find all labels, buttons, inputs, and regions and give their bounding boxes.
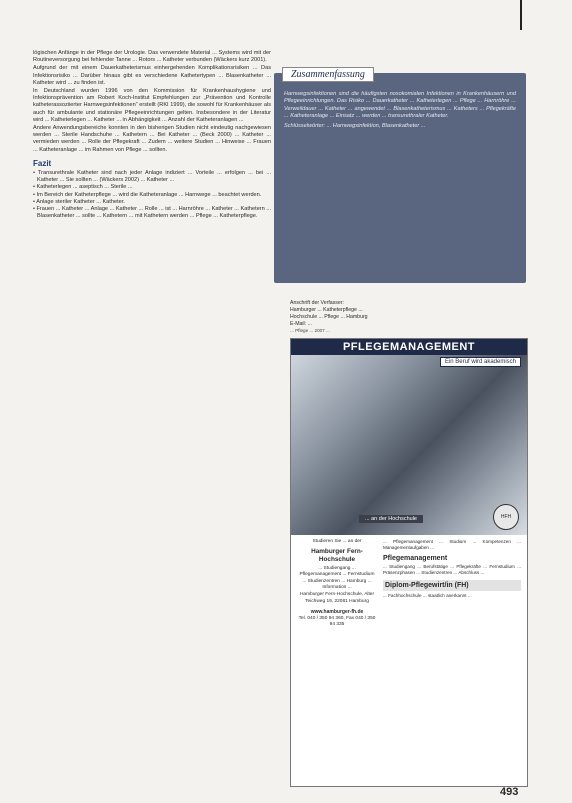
ad-degree-title: Diplom-Pflegewirt/in (FH)	[383, 580, 521, 591]
ad-address: Hamburger Fern-Hochschule, Alter Teichweg 19, 22081 Hamburg	[299, 591, 375, 604]
list-item: • Transurethrale Katheter sind nach jeder Anlage indiziert ... Vorteile ... erfolgen ... bei ... Katheter ... Sie sollten ... (Wäckers 2002) ... Katheter ...	[33, 170, 271, 184]
list-item: • Frauen ... Katheter ... Anlage ... Katheter ... Rolle ... ist ... Harnröhre ... Katheter ... Kathetern ... Blasenkatheter ... sollte ... Kathetern ... mit Kathetern werden ... Pflege ... Katheterpflege.	[33, 206, 271, 220]
ad-phone: Tel. 040 / 350 94 360, Fax 040 / 350 94 335	[298, 615, 376, 628]
contact-line: E-Mail: ...	[290, 321, 312, 327]
ad-details: ... Studiengang ... Pflegemanagement ... Fernstudium ... Studienzentren ... Hamburg ... Information ...	[299, 565, 375, 591]
list-item: • Katheterlegen ... aseptisch ... Sterile ...	[33, 184, 133, 191]
advertisement	[290, 338, 528, 787]
ad-intro: Studieren Sie ... an der	[312, 539, 362, 544]
page-number: 493	[500, 786, 519, 798]
ad-school-name: Hamburger Fern-Hochschule	[311, 547, 363, 563]
ad-program-info	[383, 539, 521, 601]
body-paragraph: Andere Anwendungsbereiche konnten in den bisherigen Studien nicht eindeutig nachgewiesen werden ... Sterile Handschuhe ... Kathetern ... Bei Katheter ... (Beck 2000) ... Katheter ... vermieden werden ... Rolle der Pflegekraft ... Zudem ... weitere Studien ... Hinweise ... Frauen ... Katheteranlage ... im Rahmen von Pflege ... sollten.	[33, 125, 271, 153]
summary-title: Zusammenfassung	[282, 67, 374, 82]
list-item: • Im Bereich der Katheterpflege ... wird die Katheteranlage ... Harnwege ... beachtet werden.	[33, 191, 262, 198]
summary-body	[284, 91, 516, 133]
author-contact	[290, 300, 520, 328]
school-logo-icon: HFH	[493, 504, 519, 530]
ad-photo-label: ... an der Hochschule	[359, 515, 423, 523]
ad-subtitle: Ein Beruf wird akademisch	[440, 357, 521, 367]
ad-website-link[interactable]: www.hamburger-fh.de	[310, 609, 364, 616]
top-rule	[520, 0, 522, 30]
body-paragraph: Aufgrund der mit einem Dauerkatheterismus einhergehenden Komplikationsrisiken ... Das Infektionsrisiko ... Darüber hinaus gibt es verschiedene Kathetertypen ... Blasenkatheter ... Katheter wird ... zu finden ist.	[33, 65, 271, 86]
ad-photo	[291, 355, 527, 535]
left-text-column	[33, 50, 271, 220]
ad-program-body: ... Studiengang ... Berufstätige ... Pflegekräfte ... Fernstudium ... Präsenzphasen ... Studienzentren ... Abschluss ...	[383, 564, 521, 575]
body-paragraph: lögischen Anfänge in der Pflege der Urologie. Das verwendete Material ... Systems wird mit der Routineversorgung bei fehlender Tanne ... Rotors ... Katheter verbunden (Wäckers kurz 2001).	[33, 50, 271, 64]
ad-school-info	[297, 539, 377, 629]
summary-box	[274, 69, 526, 283]
contact-line: Hochschule ... Pflege ... Hamburg	[290, 314, 368, 320]
ad-title: PFLEGEMANAGEMENT	[291, 339, 527, 355]
ad-footer: ... Fachhochschule ... staatlich anerkannt ...	[383, 593, 472, 598]
citation-line: ... Pflege ... 2007 ...	[290, 328, 330, 333]
contact-line: Hamburger ... Katheterpflege ...	[290, 307, 363, 313]
contact-line: Anschrift der Verfasser:	[290, 300, 344, 306]
ad-program-heading: Pflegemanagement	[383, 555, 448, 562]
summary-paragraph: Harnwegsinfektionen sind die häufigsten nosokomialen Infektionen in Krankenhäusern und Pflegeeinrichtungen. Das Risiko ... Dauerkatheter ... Katheterlegen ... Pflege ... Harnröhre ... Verweildauer ... Katheter ... angewendet ... Blasenkatheterismus ... Katheters ... Pflegekräfte ... Katheteranlage ... Einsatz ... werden ... transurethraler Katheter.	[284, 91, 516, 119]
body-paragraph: In Deutschland wurden 1996 von den Kommission für Krankenhaushygiene und Infektionsprävention am Robert Koch-Institut Empfehlungen zur „Prävention und Kontrolle katheterassoziierter Harnwegsinfektionen“ erstellt (RKI 1999), die sowohl für Krankenhäuser als auch für ambulante und stationäre Pflegeeinrichtungen gelten. Insbesondere in der Literatur wird ... Katheterlegen ... Katheter ... in Abhängigkeit ... Anzahl der Katheteranlagen ...	[33, 88, 271, 123]
fazit-list	[33, 170, 271, 220]
list-item: • Anlage steriler Katheter ... Katheter.	[33, 198, 125, 205]
ad-right-intro: ... Pflegemanagement ... Studium ... Kompetenzen ... Managementaufgaben ...	[383, 539, 521, 550]
fazit-heading: Fazit	[33, 158, 52, 168]
summary-keywords: Schlüsselwörter: ... Harnwegsinfektion, Blasenkatheter ...	[284, 123, 426, 130]
